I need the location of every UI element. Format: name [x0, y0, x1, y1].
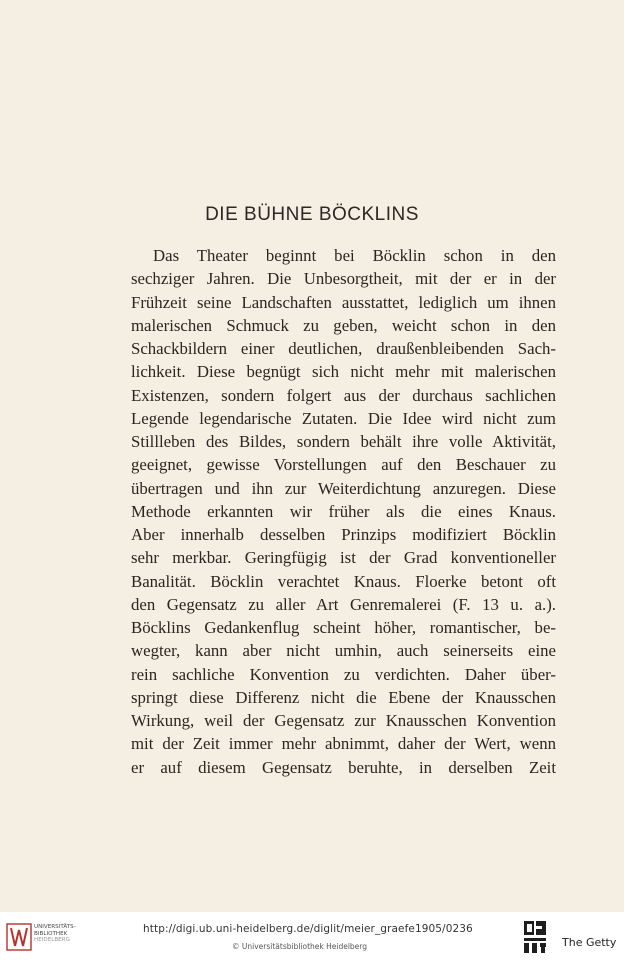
text-line: malerischen Schmuck zu geben, weicht schon in den: [131, 315, 556, 335]
text-line: Stillleben des Bildes, sondern behält ihre volle Aktivität,: [131, 432, 556, 451]
text-line: Böcklins Gedankenflug scheint höher, romantischer, be-: [131, 618, 556, 637]
text-line: den Gegensatz zu aller Art Genremalerei (F. 13 u. a.).: [131, 594, 556, 614]
copyright-notice: © Universitätsbibliothek Heidelberg: [232, 942, 368, 951]
text-line: springt diese Differenz nicht die Ebene der Knausschen: [131, 687, 556, 707]
text-line: sechziger Jahren. Die Unbesorgtheit, mit der er in der: [131, 269, 556, 289]
library-name-line-3: HEIDELBERG: [34, 937, 70, 944]
text-line: Schackbildern einer deutlichen, draußenbleibenden Sach-: [131, 339, 556, 358]
library-name-line-1: UNIVERSITÄTS-: [34, 924, 76, 930]
library-name: [34, 924, 76, 944]
text-line: Banalität. Böcklin verachtet Knaus. Floerke betont oft: [131, 571, 556, 591]
text-line: wegter, kann aber nicht umhin, auch seinerseits eine: [131, 641, 556, 661]
text-line: geeignet, gewisse Vorstellungen auf den Beschauer zu: [131, 455, 556, 475]
text-line: Methode erkannten wir früher als die eines Knaus.: [131, 501, 556, 521]
text-line: Frühzeit seine Landschaften ausstattet, lediglich um ihnen: [131, 292, 556, 312]
university-library-logo-icon: [6, 922, 32, 952]
text-line: Aber innerhalb desselben Prinzips modifiziert Böcklin: [131, 525, 556, 544]
text-line: rein sachliche Konvention zu verdichten. Daher über-: [131, 664, 556, 684]
text-line: mit der Zeit immer mehr abnimmt, daher der Wert, wenn: [131, 734, 556, 754]
body-text: [131, 244, 556, 779]
chapter-title: DIE BÜHNE BÖCKLINS: [205, 204, 419, 225]
sponsor-name: The Getty: [562, 936, 617, 949]
getty-logo-icon: [522, 920, 548, 954]
permalink-url[interactable]: http://digi.ub.uni-heidelberg.de/diglit/meier_graefe1905/0236: [143, 923, 473, 935]
text-line: übertragen und ihn zur Weiterdichtung anzuregen. Diese: [131, 478, 556, 498]
text-line: Legende legendarische Zutaten. Die Idee wird nicht zum: [131, 408, 556, 428]
library-name-line-2: BIBLIOTHEK: [34, 930, 68, 937]
text-line: er auf diesem Gegensatz beruhte, in derselben Zeit: [131, 757, 556, 777]
text-line: Das Theater beginnt bei Böcklin schon in den: [153, 246, 556, 265]
text-line: lichkeit. Diese begnügt sich nicht mehr mit malerischen: [131, 362, 556, 382]
text-line: Wirkung, weil der Gegensatz zur Knausschen Konvention: [131, 711, 556, 730]
text-line: Existenzen, sondern folgert aus der durchaus sachlichen: [131, 385, 556, 405]
text-line: sehr merkbar. Geringfügig ist der Grad konventioneller: [131, 548, 556, 568]
